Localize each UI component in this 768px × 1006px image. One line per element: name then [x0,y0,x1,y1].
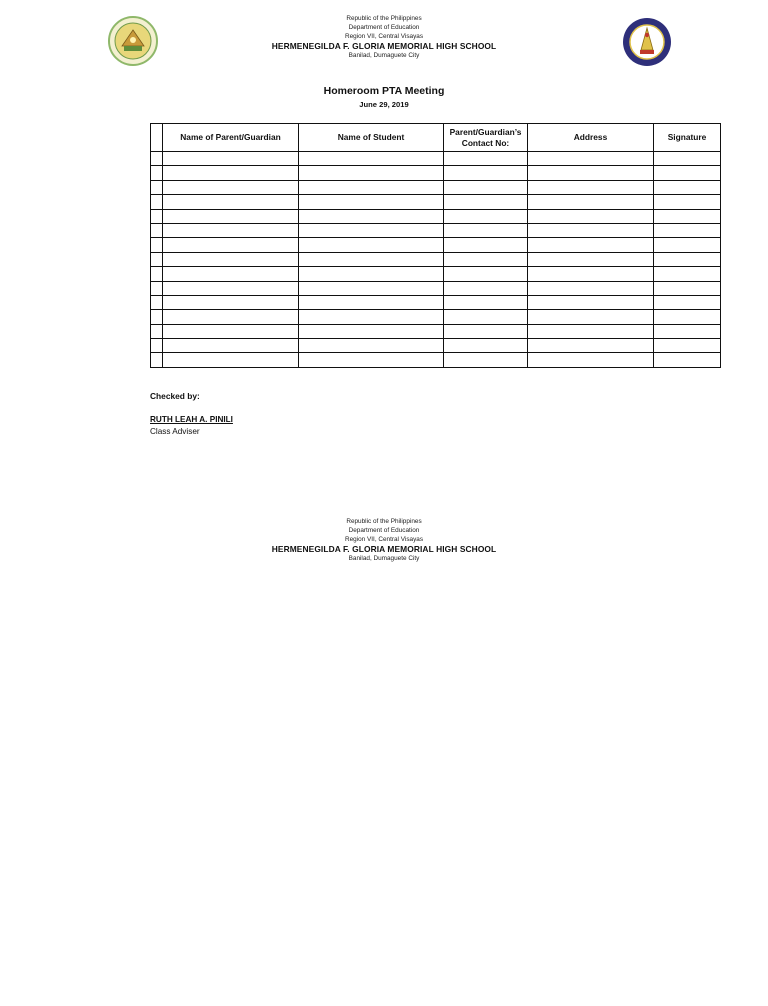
address-cell [528,267,654,281]
school-address: Banilad, Dumaguete City [348,52,420,59]
table-row [151,252,721,266]
row-number-cell [151,209,163,223]
table-row [151,281,721,295]
contact-no-cell [444,267,528,281]
school-name: HERMENEGILDA F. GLORIA MEMORIAL HIGH SCHOOL [271,41,497,51]
student-name-cell [299,195,444,209]
parent-name-cell [163,223,299,237]
row-number-cell [151,310,163,324]
student-name-cell [299,223,444,237]
row-number-cell [151,252,163,266]
table-row [151,223,721,237]
contact-no-cell [444,353,528,367]
table-row [151,310,721,324]
column-header-address: Address [528,124,654,152]
student-name-cell [299,353,444,367]
contact-no-cell [444,238,528,252]
parent-name-cell [163,324,299,338]
signatory-role: Class Adviser [150,427,200,436]
parent-name-cell [163,209,299,223]
parent-name-cell [163,152,299,166]
contact-no-cell [444,209,528,223]
attendance-rows [151,152,721,368]
parent-name-cell [163,339,299,353]
signature-cell [654,252,721,266]
row-number-cell [151,195,163,209]
row-number-cell [151,353,163,367]
letterhead-bottom [0,517,768,563]
student-name-cell [299,166,444,180]
address-cell [528,152,654,166]
table-row [151,166,721,180]
attendance-table [150,123,721,368]
parent-name-cell [163,353,299,367]
signature-cell [654,295,721,309]
student-name-cell [299,310,444,324]
parent-name-cell [163,281,299,295]
row-number-cell [151,238,163,252]
address-cell [528,339,654,353]
column-header-contact-no: Parent/Guardian’s Contact No: [444,124,528,152]
parent-name-cell [163,267,299,281]
student-name-cell [299,152,444,166]
signature-cell [654,238,721,252]
student-name-cell [299,324,444,338]
contact-no-cell [444,295,528,309]
signature-cell [654,152,721,166]
address-cell [528,223,654,237]
signature-cell [654,166,721,180]
table-row [151,209,721,223]
parent-name-cell [163,310,299,324]
address-cell [528,281,654,295]
address-cell [528,180,654,194]
column-header-signature: Signature [654,124,721,152]
contact-no-cell [444,152,528,166]
row-number-cell [151,166,163,180]
table-row [151,180,721,194]
signature-cell [654,281,721,295]
address-cell [528,238,654,252]
student-name-cell [299,209,444,223]
table-row [151,238,721,252]
address-cell [528,166,654,180]
contact-no-cell [444,195,528,209]
signature-cell [654,310,721,324]
address-cell [528,195,654,209]
signature-cell [654,223,721,237]
address-cell [528,353,654,367]
student-name-cell [299,281,444,295]
student-name-cell [299,339,444,353]
region-line: Region VII, Central Visayas [344,536,424,543]
contact-no-cell [444,281,528,295]
address-cell [528,252,654,266]
student-name-cell [299,252,444,266]
table-header-row [151,124,721,152]
contact-no-cell [444,223,528,237]
school-name: HERMENEGILDA F. GLORIA MEMORIAL HIGH SCHOOL [271,544,497,554]
table-row [151,267,721,281]
contact-no-cell [444,180,528,194]
table-row [151,324,721,338]
column-header-number [151,124,163,152]
address-cell [528,295,654,309]
row-number-cell [151,324,163,338]
meeting-date: June 29, 2019 [359,100,409,109]
column-header-student-name: Name of Student [299,124,444,152]
signature-cell [654,353,721,367]
row-number-cell [151,180,163,194]
region-line: Region VII, Central Visayas [344,33,424,40]
signature-cell [654,267,721,281]
table-row [151,339,721,353]
department-line: Department of Education [348,24,420,31]
student-name-cell [299,295,444,309]
parent-name-cell [163,180,299,194]
school-seal-icon [622,17,672,67]
row-number-cell [151,339,163,353]
republic-line: Republic of the Philippines [346,15,422,22]
student-name-cell [299,267,444,281]
parent-name-cell [163,166,299,180]
parent-name-cell [163,252,299,266]
checked-by-label: Checked by: [150,391,200,401]
student-name-cell [299,238,444,252]
signature-cell [654,339,721,353]
student-name-cell [299,180,444,194]
signature-cell [654,209,721,223]
row-number-cell [151,267,163,281]
row-number-cell [151,281,163,295]
signatory-name: RUTH LEAH A. PINILI [150,415,233,424]
school-address: Banilad, Dumaguete City [348,555,420,562]
contact-no-cell [444,166,528,180]
parent-name-cell [163,195,299,209]
table-row [151,152,721,166]
table-row [151,295,721,309]
row-number-cell [151,223,163,237]
department-line: Department of Education [348,527,420,534]
address-cell [528,310,654,324]
row-number-cell [151,295,163,309]
contact-no-cell [444,339,528,353]
signature-cell [654,195,721,209]
address-cell [528,209,654,223]
table-row [151,353,721,367]
parent-name-cell [163,295,299,309]
contact-no-cell [444,310,528,324]
republic-line: Republic of the Philippines [346,518,422,525]
contact-no-cell [444,324,528,338]
row-number-cell [151,152,163,166]
signature-cell [654,324,721,338]
address-cell [528,324,654,338]
parent-name-cell [163,238,299,252]
contact-no-cell [444,252,528,266]
meeting-title: Homeroom PTA Meeting [323,85,445,97]
table-row [151,195,721,209]
column-header-parent-name: Name of Parent/Guardian [163,124,299,152]
signature-cell [654,180,721,194]
